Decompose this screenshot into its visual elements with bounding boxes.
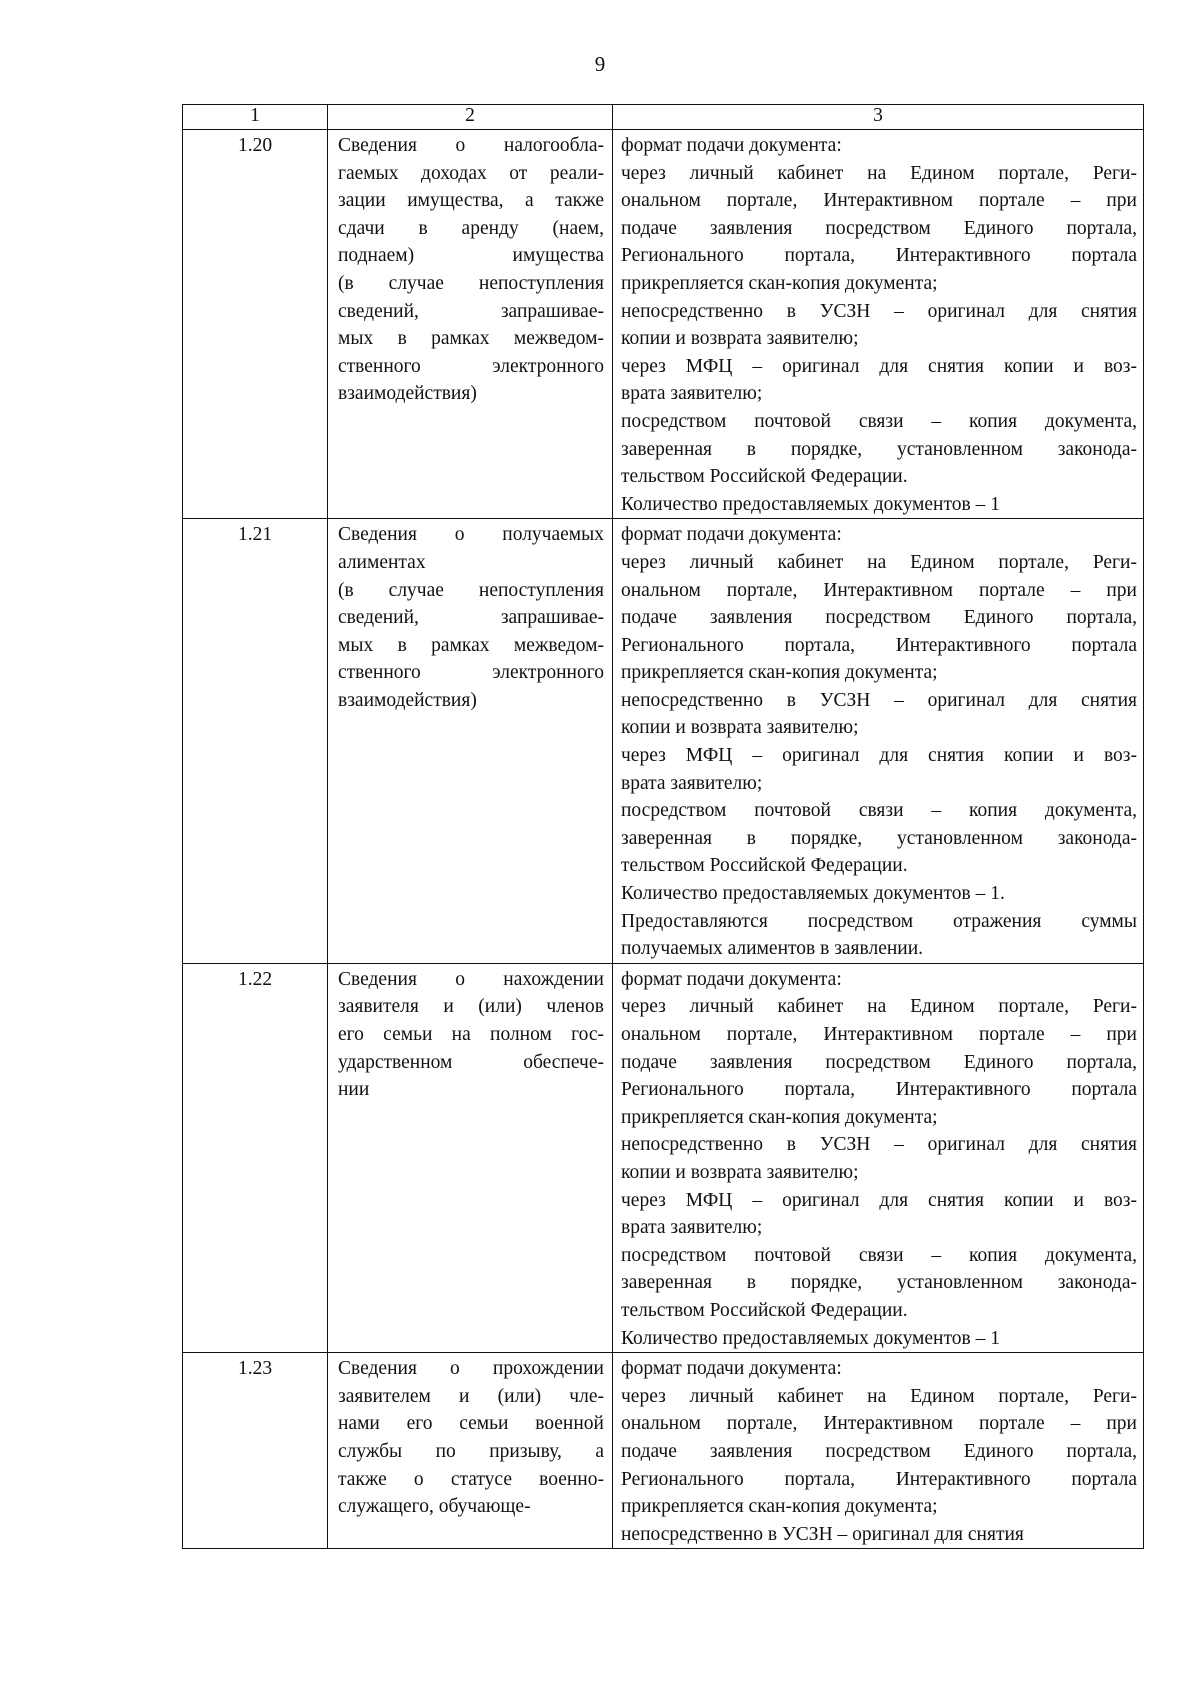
row-number: 1.22 bbox=[183, 963, 328, 1352]
submission-format-line: ональном портале, Интерактивном портале – при bbox=[621, 1413, 1137, 1435]
submission-format-line: Регионального портала, Интерактивного портала bbox=[621, 1468, 1137, 1490]
document-name-line: мых в рамках межведом- bbox=[338, 634, 604, 656]
submission-format-line: через личный кабинет на Едином портале, Реги- bbox=[621, 1385, 1137, 1407]
document-name-line: (в случае непоступления bbox=[338, 579, 604, 601]
submission-format-line: ональном портале, Интерактивном портале – при bbox=[621, 579, 1137, 601]
table-row bbox=[183, 1353, 1144, 1549]
submission-format-line: копии и возврата заявителю; bbox=[621, 717, 859, 739]
document-name-line: его семьи на полном гос- bbox=[338, 1024, 604, 1045]
submission-format-line: формат подачи документа: bbox=[621, 968, 842, 990]
submission-format-line: через МФЦ – оригинал для снятия копии и воз- bbox=[621, 355, 1137, 377]
submission-format-line: копии и возврата заявителю; bbox=[621, 328, 859, 350]
submission-format-line: получаемых алиментов в заявлении. bbox=[621, 938, 924, 960]
document-name-line: зации имущества, а также bbox=[338, 190, 604, 212]
submission-format-line: Регионального портала, Интерактивного портала bbox=[621, 245, 1137, 267]
submission-format-line: Предоставляются посредством отражения суммы bbox=[621, 910, 1137, 932]
document-name-line: нами его семьи военной bbox=[338, 1413, 604, 1435]
table-row bbox=[183, 519, 1144, 964]
submission-format-line: копии и возврата заявителю; bbox=[621, 1161, 859, 1183]
submission-format-line: непосредственно в УСЗН – оригинал для снятия bbox=[621, 1134, 1137, 1156]
row-number: 1.21 bbox=[183, 519, 328, 964]
submission-format-line: ональном портале, Интерактивном портале – при bbox=[621, 1024, 1137, 1045]
submission-format-line: ональном портале, Интерактивном портале – при bbox=[621, 190, 1137, 212]
document-name-line: Сведения о нахождении bbox=[338, 968, 604, 990]
document-name-line: также о статусе военно- bbox=[338, 1468, 604, 1490]
document-name-line: нии bbox=[338, 1079, 370, 1101]
submission-format-line: тельством Российской Федерации. bbox=[621, 1299, 908, 1321]
document-name-line: служащего, обучающе- bbox=[338, 1496, 531, 1518]
submission-format-line: прикрепляется скан-копия документа; bbox=[621, 662, 938, 684]
document-name-line: сведений, запрашивае- bbox=[338, 300, 604, 322]
submission-format-line: подаче заявления посредством Единого портала, bbox=[621, 1440, 1137, 1462]
submission-format-line: врата заявителю; bbox=[621, 1217, 763, 1239]
submission-format-line: непосредственно в УСЗН – оригинал для снятия bbox=[621, 300, 1137, 322]
submission-format-line: формат подачи документа: bbox=[621, 524, 842, 546]
submission-format-cell bbox=[613, 519, 1144, 964]
submission-format-line: прикрепляется скан-копия документа; bbox=[621, 1106, 938, 1128]
document-name-line: ударственном обеспече- bbox=[338, 1051, 604, 1073]
submission-format-line: подаче заявления посредством Единого портала, bbox=[621, 607, 1137, 629]
submission-format-line: Количество предоставляемых документов – 1 bbox=[621, 493, 1000, 515]
submission-format-line: врата заявителю; bbox=[621, 772, 763, 794]
column-header-3: 3 bbox=[613, 105, 1144, 130]
column-header-1: 1 bbox=[183, 105, 328, 130]
document-name-cell bbox=[328, 519, 613, 964]
table-row bbox=[183, 963, 1144, 1352]
document-name-line: службы по призыву, а bbox=[338, 1440, 604, 1462]
document-name-line: алиментах bbox=[338, 551, 426, 573]
column-header-2: 2 bbox=[328, 105, 613, 130]
document-name-line: сдачи в аренду (наем, bbox=[338, 217, 604, 239]
submission-format-cell bbox=[613, 130, 1144, 519]
submission-format-line: подаче заявления посредством Единого портала, bbox=[621, 217, 1137, 239]
submission-format-line: через личный кабинет на Едином портале, Реги- bbox=[621, 996, 1137, 1018]
document-name-line: заявителем и (или) чле- bbox=[338, 1385, 604, 1407]
submission-format-line: через МФЦ – оригинал для снятия копии и воз- bbox=[621, 745, 1137, 767]
submission-format-line: через МФЦ – оригинал для снятия копии и воз- bbox=[621, 1189, 1137, 1211]
document-name-line: гаемых доходах от реали- bbox=[338, 162, 604, 184]
submission-format-line: заверенная в порядке, установленном законода- bbox=[621, 827, 1137, 849]
submission-format-line: непосредственно в УСЗН – оригинал для снятия bbox=[621, 1523, 1024, 1545]
submission-format-line: Количество предоставляемых документов – 1. bbox=[621, 883, 1005, 905]
submission-format-line: Количество предоставляемых документов – 1 bbox=[621, 1327, 1000, 1349]
submission-format-line: посредством почтовой связи – копия документа, bbox=[621, 410, 1137, 432]
page-number: 9 bbox=[594, 52, 606, 76]
table-header-row bbox=[183, 105, 1144, 130]
submission-format-line: заверенная в порядке, установленном законода- bbox=[621, 1272, 1137, 1294]
submission-format-line: тельством Российской Федерации. bbox=[621, 466, 908, 488]
document-name-line: ственного электронного bbox=[338, 355, 604, 377]
document-name-line: мых в рамках межведом- bbox=[338, 328, 604, 350]
document-name-line: Сведения о налогообла- bbox=[338, 135, 604, 156]
document-name-cell bbox=[328, 130, 613, 519]
document-name-cell bbox=[328, 1353, 613, 1549]
submission-format-line: тельством Российской Федерации. bbox=[621, 855, 908, 877]
document-name-line: (в случае непоступления bbox=[338, 272, 604, 294]
submission-format-line: врата заявителю; bbox=[621, 383, 763, 405]
submission-format-cell bbox=[613, 963, 1144, 1352]
document-name-line: Сведения о прохождении bbox=[338, 1358, 604, 1380]
submission-format-line: заверенная в порядке, установленном законода- bbox=[621, 438, 1137, 460]
submission-format-line: формат подачи документа: bbox=[621, 135, 842, 156]
submission-format-line: Регионального портала, Интерактивного портала bbox=[621, 1079, 1137, 1101]
document-name-line: поднаем) имущества bbox=[338, 245, 604, 267]
row-number: 1.23 bbox=[183, 1353, 328, 1549]
submission-format-line: непосредственно в УСЗН – оригинал для снятия bbox=[621, 689, 1137, 711]
submission-format-line: прикрепляется скан-копия документа; bbox=[621, 272, 938, 294]
submission-format-line: прикрепляется скан-копия документа; bbox=[621, 1496, 938, 1518]
table-row bbox=[183, 130, 1144, 519]
document-name-line: Сведения о получаемых bbox=[338, 524, 604, 546]
document-name-line: ственного электронного bbox=[338, 662, 604, 684]
documents-table bbox=[182, 104, 1144, 1549]
document-name-line: заявителя и (или) членов bbox=[338, 996, 604, 1018]
document-name-line: сведений, запрашивае- bbox=[338, 607, 604, 629]
submission-format-line: через личный кабинет на Едином портале, Реги- bbox=[621, 551, 1137, 573]
document-name-line: взаимодействия) bbox=[338, 689, 477, 711]
submission-format-line: через личный кабинет на Едином портале, Реги- bbox=[621, 162, 1137, 184]
row-number: 1.20 bbox=[183, 130, 328, 519]
submission-format-line: посредством почтовой связи – копия документа, bbox=[621, 800, 1137, 822]
document-name-line: взаимодействия) bbox=[338, 383, 477, 405]
submission-format-line: формат подачи документа: bbox=[621, 1358, 842, 1380]
document-name-cell bbox=[328, 963, 613, 1352]
submission-format-line: Регионального портала, Интерактивного портала bbox=[621, 634, 1137, 656]
submission-format-line: подаче заявления посредством Единого портала, bbox=[621, 1051, 1137, 1073]
submission-format-line: посредством почтовой связи – копия документа, bbox=[621, 1244, 1137, 1266]
submission-format-cell bbox=[613, 1353, 1144, 1549]
